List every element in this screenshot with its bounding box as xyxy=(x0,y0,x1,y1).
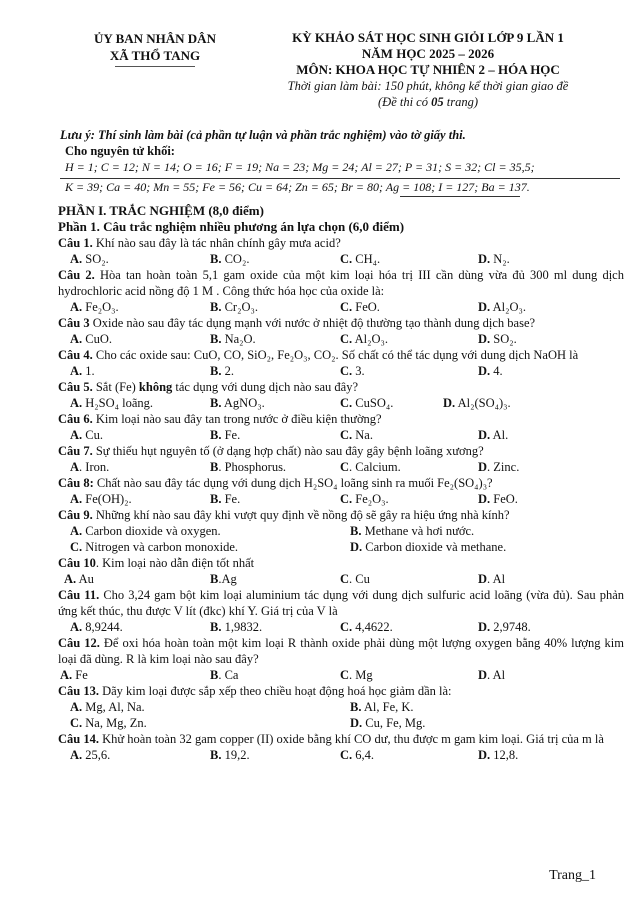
option-letter: A. xyxy=(70,492,83,506)
answer-option-a xyxy=(70,299,119,315)
question-3 xyxy=(58,315,624,347)
option-text: Mg, Al, Na. xyxy=(82,700,145,714)
question-text xyxy=(58,683,624,699)
answer-option-a xyxy=(70,427,103,443)
answer-option-c xyxy=(340,747,374,763)
question-2 xyxy=(58,267,624,315)
question-number: Câu 2. xyxy=(58,268,95,282)
question-number: Câu 3 xyxy=(58,316,90,330)
question-text xyxy=(58,475,624,491)
option-text: Al₂(SO₄)₃. xyxy=(455,396,511,410)
warning-note: Lưu ý: Thí sinh làm bài (cả phần tự luận và phần trắc nghiệm) vào tờ giấy thi. xyxy=(60,128,466,142)
page-count-note xyxy=(248,94,608,110)
option-text: N₂. xyxy=(490,252,510,266)
question-stem: Những khí nào sau đây khi vượt quy định về nồng độ sẽ gây ra hiệu ứng nhà kính? xyxy=(92,508,510,522)
question-6 xyxy=(58,411,624,443)
answer-options xyxy=(58,619,624,635)
option-text: Methane và hơi nước. xyxy=(361,524,475,538)
option-letter: B. xyxy=(210,364,222,378)
option-text: H₂SO₄ loãng. xyxy=(82,396,154,410)
question-number: Câu 10 xyxy=(58,556,96,570)
option-text: SO₂. xyxy=(490,332,517,346)
option-letter: A. xyxy=(70,252,83,266)
question-12 xyxy=(58,635,624,683)
question-number: Câu 12. xyxy=(58,636,100,650)
option-text: Fe(OH)₂. xyxy=(82,492,132,506)
answer-option-d xyxy=(443,395,511,411)
school-year: NĂM HỌC 2025 – 2026 xyxy=(361,46,495,61)
page-count-number: 05 xyxy=(431,95,444,109)
option-text: Fe. xyxy=(221,428,241,442)
answer-option-c xyxy=(340,459,401,475)
option-text: 3. xyxy=(352,364,365,378)
answer-option-d xyxy=(350,715,425,731)
option-text: Al. xyxy=(490,428,509,442)
question-number: Câu 7. xyxy=(58,444,93,458)
page-count-post: trang) xyxy=(443,95,478,109)
option-letter: A. xyxy=(70,748,83,762)
answer-options xyxy=(58,251,624,267)
exam-header xyxy=(248,30,608,110)
option-text: Fe₂O₃. xyxy=(352,492,389,506)
answer-option-c xyxy=(340,427,373,443)
option-text: Na, Mg, Zn. xyxy=(82,716,147,730)
answer-option-c xyxy=(340,491,389,507)
option-text: Al, Fe, K. xyxy=(361,700,414,714)
answer-option-a xyxy=(70,459,109,475)
exam-title: KỲ KHẢO SÁT HỌC SINH GIỎI LỚP 9 LẦN 1 xyxy=(292,30,564,45)
answer-option-c xyxy=(340,395,393,411)
question-number: Câu 6. xyxy=(58,412,93,426)
answer-option-b xyxy=(210,619,262,635)
answer-option-b xyxy=(210,491,240,507)
option-letter: B. xyxy=(210,492,222,506)
answer-option-d xyxy=(478,571,505,587)
option-text: Al₂O₃. xyxy=(490,300,526,314)
option-text: Fe₂O₃. xyxy=(82,300,119,314)
question-text xyxy=(58,315,624,331)
question-stem: Khử hoàn toàn 32 gam copper (II) oxide bằng khí CO dư, thu được m gam kim loại. Giá trị của m là xyxy=(98,732,604,746)
org-underline xyxy=(115,66,195,67)
org-line-1: ỦY BAN NHÂN DÂN xyxy=(94,31,216,46)
option-letter: C. xyxy=(340,428,353,442)
option-letter: D. xyxy=(478,252,491,266)
answer-option-b xyxy=(210,571,237,587)
answer-option-b xyxy=(210,363,234,379)
answer-options xyxy=(58,523,624,539)
answer-option-d xyxy=(478,299,526,315)
option-text: Fe xyxy=(72,668,88,682)
option-letter: C. xyxy=(340,620,353,634)
option-letter: D. xyxy=(478,364,491,378)
answer-options xyxy=(58,699,624,715)
option-letter: B xyxy=(210,460,219,474)
option-letter: B xyxy=(210,668,219,682)
answer-options xyxy=(58,299,624,315)
option-text: 2. xyxy=(221,364,234,378)
answer-option-a xyxy=(70,251,109,267)
option-letter: C. xyxy=(340,492,353,506)
subject-title: MÔN: KHOA HỌC TỰ NHIÊN 2 – HÓA HỌC xyxy=(296,62,560,77)
answer-option-a xyxy=(70,699,145,715)
question-number: Câu 4. xyxy=(58,348,93,362)
option-text: CH₄. xyxy=(352,252,381,266)
org-header xyxy=(70,30,240,67)
answer-option-a xyxy=(70,395,153,411)
option-text: . Zinc. xyxy=(487,460,520,474)
answer-option-d xyxy=(478,331,517,347)
option-letter: D xyxy=(478,572,488,586)
option-text: Nitrogen và carbon monoxide. xyxy=(82,540,239,554)
option-letter: D. xyxy=(478,428,491,442)
question-4 xyxy=(58,347,624,379)
option-text: FeO. xyxy=(352,300,380,314)
question-content xyxy=(58,203,624,763)
answer-options xyxy=(58,667,624,683)
option-text: Carbon dioxide và oxygen. xyxy=(82,524,221,538)
option-letter: A. xyxy=(70,428,83,442)
answer-option-b xyxy=(210,747,250,763)
question-number: Câu 9. xyxy=(58,508,93,522)
answer-option-a xyxy=(70,523,221,539)
answer-option-b xyxy=(210,427,240,443)
question-text xyxy=(58,443,624,459)
option-text: . Al xyxy=(487,572,506,586)
answer-options xyxy=(58,331,624,347)
answer-option-b xyxy=(210,667,238,683)
answer-option-d xyxy=(478,667,505,683)
atomic-mass-line-2: K = 39; Ca = 40; Mn = 55; Fe = 56; Cu = 64; Zn = 65; Br = 80; Ag = 108; I = 127; Ba = 137. xyxy=(65,180,530,194)
option-letter: C xyxy=(340,572,350,586)
option-letter: B. xyxy=(350,700,362,714)
answer-options xyxy=(58,491,624,507)
question-stem: Chất nào sau đây tác dụng với dung dịch H₂SO₄ loãng sinh ra muối Fe₂(SO₄)₃? xyxy=(93,476,493,490)
question-text xyxy=(58,235,624,251)
answer-option-b xyxy=(350,523,474,539)
option-letter: D. xyxy=(478,492,491,506)
option-letter: D. xyxy=(478,620,491,634)
question-11 xyxy=(58,587,624,635)
answer-option-c xyxy=(340,619,393,635)
option-letter: A. xyxy=(70,524,83,538)
answer-option-b xyxy=(350,699,414,715)
question-stem: Hòa tan hoàn toàn 5,1 gam oxide của một kim loại hóa trị III cần dùng vừa đủ 300 ml dung dịch hydrochloric acid nồng độ 1 M . Công thức hóa học của oxide là: xyxy=(58,268,624,298)
question-stem: Kim loại nào sau đây tan trong nước ở điều kiện thường? xyxy=(92,412,382,426)
option-text: AgNO₃. xyxy=(221,396,265,410)
question-8 xyxy=(58,475,624,507)
page-number: Trang_1 xyxy=(549,868,596,883)
question-text xyxy=(58,347,624,363)
option-letter: B. xyxy=(210,428,222,442)
org-line-2: XÃ THỔ TANG xyxy=(109,48,201,63)
option-letter: D. xyxy=(443,396,456,410)
option-text: 19,2. xyxy=(221,748,250,762)
option-text: Al₂O₃. xyxy=(352,332,388,346)
question-text xyxy=(58,635,624,667)
time-note: Thời gian làm bài: 150 phút, không kể thời gian giao đề xyxy=(287,79,569,93)
option-letter: C. xyxy=(70,540,83,554)
option-letter: B. xyxy=(210,300,222,314)
option-letter: B. xyxy=(210,252,222,266)
page-count-pre: (Đề thi có xyxy=(378,95,432,109)
option-letter: A. xyxy=(60,668,73,682)
question-7 xyxy=(58,443,624,475)
answer-option-b xyxy=(210,395,265,411)
option-letter: C. xyxy=(340,396,353,410)
option-letter: A. xyxy=(70,396,83,410)
option-text: 25,6. xyxy=(82,748,111,762)
question-stem: Oxide nào sau đây tác dụng mạnh với nước ở nhiệt độ thường tạo thành dung dịch base? xyxy=(89,316,536,330)
option-text: Na₂O. xyxy=(221,332,256,346)
answer-option-b xyxy=(210,459,286,475)
option-letter: B. xyxy=(210,620,222,634)
question-stem: tác dụng với dung dịch nào sau đây? xyxy=(172,380,359,394)
answer-option-c xyxy=(70,715,147,731)
answer-option-b xyxy=(210,299,258,315)
option-text: 8,9244. xyxy=(82,620,123,634)
question-number: Câu 5. xyxy=(58,380,93,394)
atomic-mass-line-1: H = 1; C = 12; N = 14; O = 16; F = 19; Na = 23; Mg = 24; Al = 27; P = 31; S = 32; Cl = 35,5; xyxy=(65,160,535,174)
option-text: 6,4. xyxy=(352,748,375,762)
option-letter: D. xyxy=(478,748,491,762)
answer-options xyxy=(58,715,624,731)
answer-option-c xyxy=(340,331,388,347)
question-text xyxy=(58,411,624,427)
option-text: . Cu xyxy=(349,572,370,586)
answer-option-a xyxy=(70,331,112,347)
option-letter: B. xyxy=(210,332,222,346)
option-letter: C. xyxy=(340,748,353,762)
atomic-mass-title: Cho nguyên tử khối: xyxy=(65,144,175,158)
option-text: Carbon dioxide và methane. xyxy=(362,540,507,554)
answer-options xyxy=(58,427,624,443)
option-text: 4. xyxy=(490,364,503,378)
question-stem: Dãy kim loại được sắp xếp theo chiều hoạt động hoá học giảm dần là: xyxy=(98,684,452,698)
option-text: 12,8. xyxy=(490,748,519,762)
option-text: 2,9748. xyxy=(490,620,531,634)
answer-option-d xyxy=(478,459,519,475)
option-letter: C. xyxy=(340,364,353,378)
question-14 xyxy=(58,731,624,763)
option-letter: A. xyxy=(70,700,83,714)
question-text xyxy=(58,507,624,523)
option-text: Au xyxy=(76,572,94,586)
question-5 xyxy=(58,379,624,411)
question-text xyxy=(58,379,624,395)
question-stem: Khí nào sau đây là tác nhân chính gây mưa acid? xyxy=(92,236,341,250)
answer-options xyxy=(58,571,624,587)
question-9 xyxy=(58,507,624,555)
answer-options xyxy=(58,395,624,411)
option-text: CuSO₄. xyxy=(352,396,394,410)
question-13 xyxy=(58,683,624,731)
option-text: .Ag xyxy=(218,572,237,586)
option-letter: D xyxy=(478,668,488,682)
answer-options xyxy=(58,459,624,475)
question-list xyxy=(58,235,624,763)
instructions xyxy=(60,127,620,197)
question-text xyxy=(58,731,624,747)
question-text xyxy=(58,267,624,299)
question-stem: Sự thiếu hụt nguyên tố (ở dạng hợp chất) nào sau đây gây bệnh loãng xương? xyxy=(92,444,484,458)
answer-option-d xyxy=(478,427,508,443)
option-text: CO₂. xyxy=(221,252,250,266)
option-text: 1,9832. xyxy=(221,620,263,634)
answer-option-d xyxy=(478,619,531,635)
option-text: . Phosphorus. xyxy=(218,460,287,474)
option-text: FeO. xyxy=(490,492,518,506)
option-text: . Calcium. xyxy=(349,460,401,474)
answer-option-c xyxy=(340,363,365,379)
answer-option-c xyxy=(340,251,380,267)
part-1-heading: PHẦN I. TRẮC NGHIỆM (8,0 điểm) xyxy=(58,203,264,218)
part-1-1-heading: Phần 1. Câu trắc nghiệm nhiều phương án lựa chọn (6,0 điểm) xyxy=(58,219,405,234)
option-text: Fe. xyxy=(221,492,241,506)
option-letter: D xyxy=(478,460,488,474)
option-letter: C xyxy=(340,460,350,474)
option-letter: B. xyxy=(210,396,222,410)
question-10 xyxy=(58,555,624,587)
short-divider xyxy=(400,196,520,197)
option-text: 4,4622. xyxy=(352,620,393,634)
question-text xyxy=(58,587,624,619)
answer-option-c xyxy=(340,299,380,315)
question-stem-pre: Sắt (Fe) xyxy=(92,380,139,394)
question-number: Câu 8: xyxy=(58,476,94,490)
answer-option-c xyxy=(340,667,373,683)
question-1 xyxy=(58,235,624,267)
option-letter: C. xyxy=(340,252,353,266)
question-stem-emphasis: không xyxy=(138,380,173,394)
option-letter: A. xyxy=(70,300,83,314)
answer-option-b xyxy=(210,251,249,267)
option-letter: A. xyxy=(70,364,83,378)
option-letter: C xyxy=(340,668,350,682)
answer-option-a xyxy=(70,491,132,507)
option-text: . Iron. xyxy=(79,460,110,474)
answer-option-a xyxy=(70,619,123,635)
option-text: . Al xyxy=(487,668,506,682)
answer-option-a xyxy=(60,667,88,683)
option-letter: A. xyxy=(70,332,83,346)
option-letter: D. xyxy=(478,332,491,346)
option-letter: D. xyxy=(350,716,363,730)
option-letter: A xyxy=(70,460,80,474)
question-number: Câu 13. xyxy=(58,684,99,698)
option-text: Na. xyxy=(352,428,373,442)
option-text: SO₂. xyxy=(82,252,109,266)
answer-option-c xyxy=(340,571,370,587)
option-letter: C. xyxy=(70,716,83,730)
option-text: CuO. xyxy=(82,332,113,346)
answer-option-b xyxy=(210,331,256,347)
answer-option-d xyxy=(478,491,518,507)
answer-options xyxy=(58,539,624,555)
answer-option-a xyxy=(70,363,95,379)
answer-option-a xyxy=(64,571,94,587)
option-text: Cr₂O₃. xyxy=(221,300,258,314)
option-text: Cu, Fe, Mg. xyxy=(362,716,426,730)
answer-option-d xyxy=(350,539,506,555)
answer-options xyxy=(58,363,624,379)
option-letter: A. xyxy=(64,572,77,586)
option-letter: B. xyxy=(210,748,222,762)
option-text: . Mg xyxy=(349,668,373,682)
option-letter: A. xyxy=(70,620,83,634)
question-stem: Để oxi hóa hoàn toàn một kim loại R thành oxide phải dùng một lượng oxygen bằng 40% lượng kim loại đã dùng. R là kim loại nào sau đây? xyxy=(58,636,624,666)
question-number: Câu 11. xyxy=(58,588,100,602)
answer-option-d xyxy=(478,363,503,379)
option-text: 1. xyxy=(82,364,95,378)
answer-option-a xyxy=(70,747,110,763)
question-stem: . Kim loại nào dẫn điện tốt nhất xyxy=(95,556,255,570)
question-stem: Cho 3,24 gam bột kim loại aluminium tác dụng với dung dịch sulfuric acid loãng (vừa đủ). Sau phản ứng kết thúc, thu được V lít (đkc) khí Y. Giá trị của V là xyxy=(58,588,625,618)
option-letter: C. xyxy=(340,332,353,346)
question-number: Câu 1. xyxy=(58,236,93,250)
option-letter: D. xyxy=(350,540,363,554)
answer-option-d xyxy=(478,747,518,763)
option-text: . Ca xyxy=(218,668,239,682)
option-letter: B xyxy=(210,572,219,586)
option-letter: B. xyxy=(350,524,362,538)
option-text: Cu. xyxy=(82,428,103,442)
question-text xyxy=(58,555,624,571)
option-letter: D. xyxy=(478,300,491,314)
answer-options xyxy=(58,747,624,763)
question-stem: Cho các oxide sau: CuO, CO, SiO₂, Fe₂O₃, CO₂. Số chất có thể tác dụng với dung dịch NaOH là xyxy=(92,348,579,362)
answer-option-d xyxy=(478,251,510,267)
question-number: Câu 14. xyxy=(58,732,99,746)
answer-option-c xyxy=(70,539,238,555)
option-letter: C. xyxy=(340,300,353,314)
